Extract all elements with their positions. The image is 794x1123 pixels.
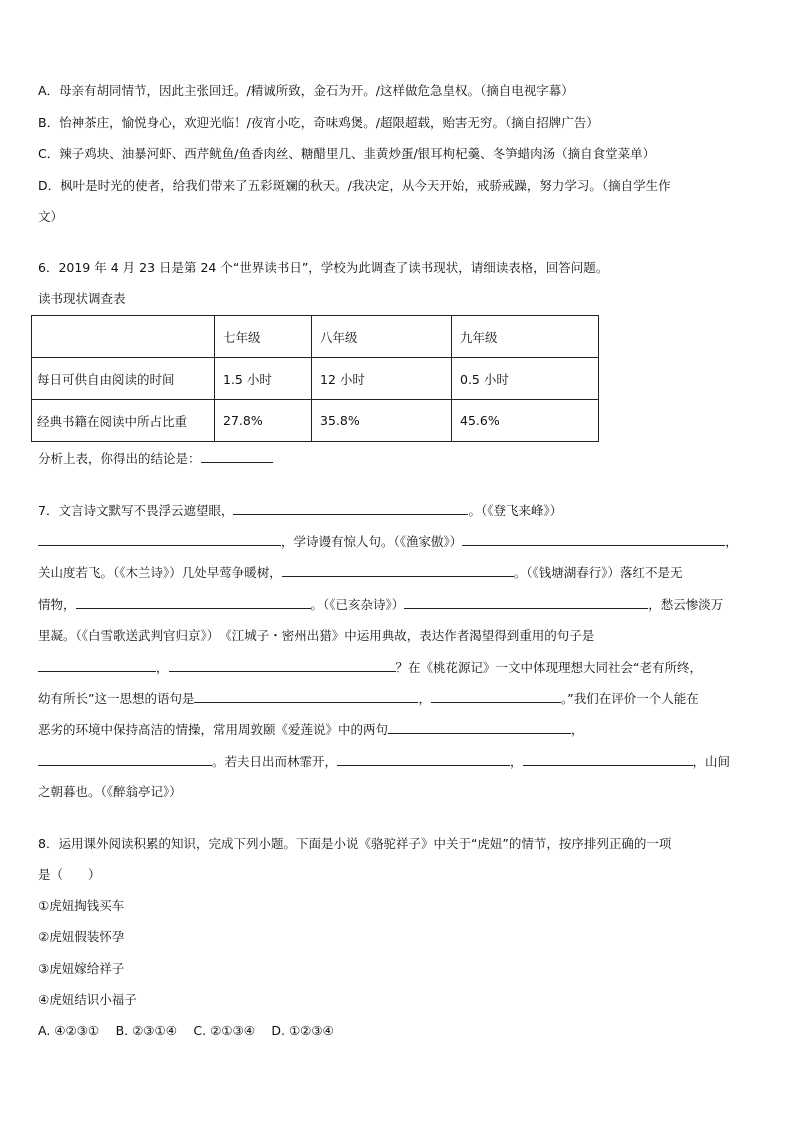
q7-line-9 [38,753,730,771]
q6-prompt-line [38,450,273,468]
table-cell: 1.5 小时 [215,358,312,400]
q8-item-2: ②虎妞假装怀孕 [38,929,125,944]
answer-blank[interactable] [169,659,396,672]
table-cell: 35.8% [312,400,452,442]
option-a: A．母亲有胡同情节，因此主张回迁。/精诚所致，金石为开。/这样做危急皇权。（摘自电视字幕） [38,83,574,98]
q7-text: 幼有所长”这一思想的语句是 [38,691,195,706]
table-row [32,358,599,400]
q7-line-10: 之朝暮也。（《醉翁亭记》） [38,784,182,799]
q8-stem-continued: 是（ ） [38,867,101,882]
answer-blank[interactable] [194,690,418,703]
q7-line-1 [38,502,562,520]
q7-text: ， [725,534,738,549]
answer-blank[interactable] [76,596,311,609]
table-header-cell: 八年级 [312,316,452,358]
q8-choices: A. ④②③① B. ②③①④ C. ②①③④ D. ①②③④ [38,1023,334,1038]
option-c: C．辣子鸡块、油暴河虾、西芹鱿鱼/鱼香肉丝、糖醋里几、韭黄炒蛋/银耳枸杞羹、冬笋蜡肉汤（摘自食堂菜单） [38,146,656,161]
q7-text: 7．文言诗文默写不畏浮云遮望眼， [38,503,234,518]
q7-line-7 [38,690,699,708]
table-cell: 每日可供自由阅读的时间 [32,358,215,400]
table-header-cell: 七年级 [215,316,312,358]
q7-text: ， [510,754,523,769]
table-header-row [32,316,599,358]
q6-prompt: 分析上表，你得出的结论是： [38,451,201,466]
q7-text: ， [156,660,169,675]
table-row [32,400,599,442]
answer-blank[interactable] [38,533,281,546]
q7-text: ，学诗谩有惊人句。（《渔家傲》） [281,534,463,549]
answer-blank[interactable] [38,753,212,766]
answer-blank[interactable] [523,753,693,766]
survey-table [31,315,599,442]
q7-line-2 [38,533,738,551]
q7-text: ，愁云惨淡万 [648,597,724,612]
q7-line-4 [38,596,723,614]
q7-text: 。（《已亥杂诗》） [310,597,405,612]
q7-text: 关山度若飞。（《木兰诗》）几处早莺争暖树， [38,565,282,580]
q6-stem: 6．2019 年 4 月 23 日是第 24 个“世界读书日”，学校为此调查了读书现状，请细读表格，回答问题。 [38,260,609,275]
q7-text: ， [418,691,431,706]
q8-item-1: ①虎妞掏钱买车 [38,898,125,913]
option-d: D．枫叶是时光的使者，给我们带来了五彩斑斓的秋天。/我决定，从今天开始，戒骄戒躁，努力学习。（摘自学生作 [38,178,671,193]
q6-table-title: 读书现状调查表 [38,291,126,306]
answer-blank[interactable] [38,659,156,672]
answer-blank[interactable] [337,753,510,766]
answer-blank[interactable] [282,564,514,577]
q8-item-4: ④虎妞结识小福子 [38,992,137,1007]
option-b: B．怡神茶庄，愉悦身心，欢迎光临！/夜宵小吃，奇味鸡煲。/超限超载，贻害无穷。（摘自招牌广告） [38,115,599,130]
table-header-cell [32,316,215,358]
answer-blank[interactable] [201,450,273,463]
q7-text: 情物， [38,597,76,612]
table-cell: 0.5 小时 [452,358,599,400]
table-header-cell: 九年级 [452,316,599,358]
answer-blank[interactable] [233,502,468,515]
q7-text: ？在《桃花源记》一文中体现理想大同社会“老有所终， [395,660,702,675]
option-d-continued: 文） [38,209,64,224]
answer-blank[interactable] [388,721,571,734]
q7-text: ， [571,722,584,737]
q7-line-5: 里凝。（《白雪歌送武判官归京》） 《江城子・密州出猎》中运用典故，表达作者渴望得到重用的句子是 [38,628,595,643]
q7-text: 恶劣的环境中保持高洁的情操，常用周敦颐《爱莲说》中的两句 [38,722,389,737]
table-cell: 45.6% [452,400,599,442]
table-cell: 12 小时 [312,358,452,400]
q7-text: 。若夫日出而林霏开， [212,754,338,769]
q7-line-6 [38,659,702,677]
q7-line-3 [38,564,683,582]
q8-item-3: ③虎妞嫁给祥子 [38,961,125,976]
q8-stem: 8．运用课外阅读积累的知识，完成下列小题。下面是小说《骆驼祥子》中关于“虎妞”的情节，按序排列正确的一项 [38,836,672,851]
q7-text: ，山间 [692,754,731,769]
q7-text: 。”我们在评价一个人能在 [561,691,699,706]
answer-blank[interactable] [462,533,725,546]
table-cell: 27.8% [215,400,312,442]
answer-blank[interactable] [431,690,561,703]
q7-text: 。（《钱塘湖春行》）落红不是无 [513,565,683,580]
q7-line-8 [38,721,584,739]
table-cell: 经典书籍在阅读中所占比重 [32,400,215,442]
q7-text: 。（《登飞来峰》） [468,503,563,518]
answer-blank[interactable] [404,596,648,609]
